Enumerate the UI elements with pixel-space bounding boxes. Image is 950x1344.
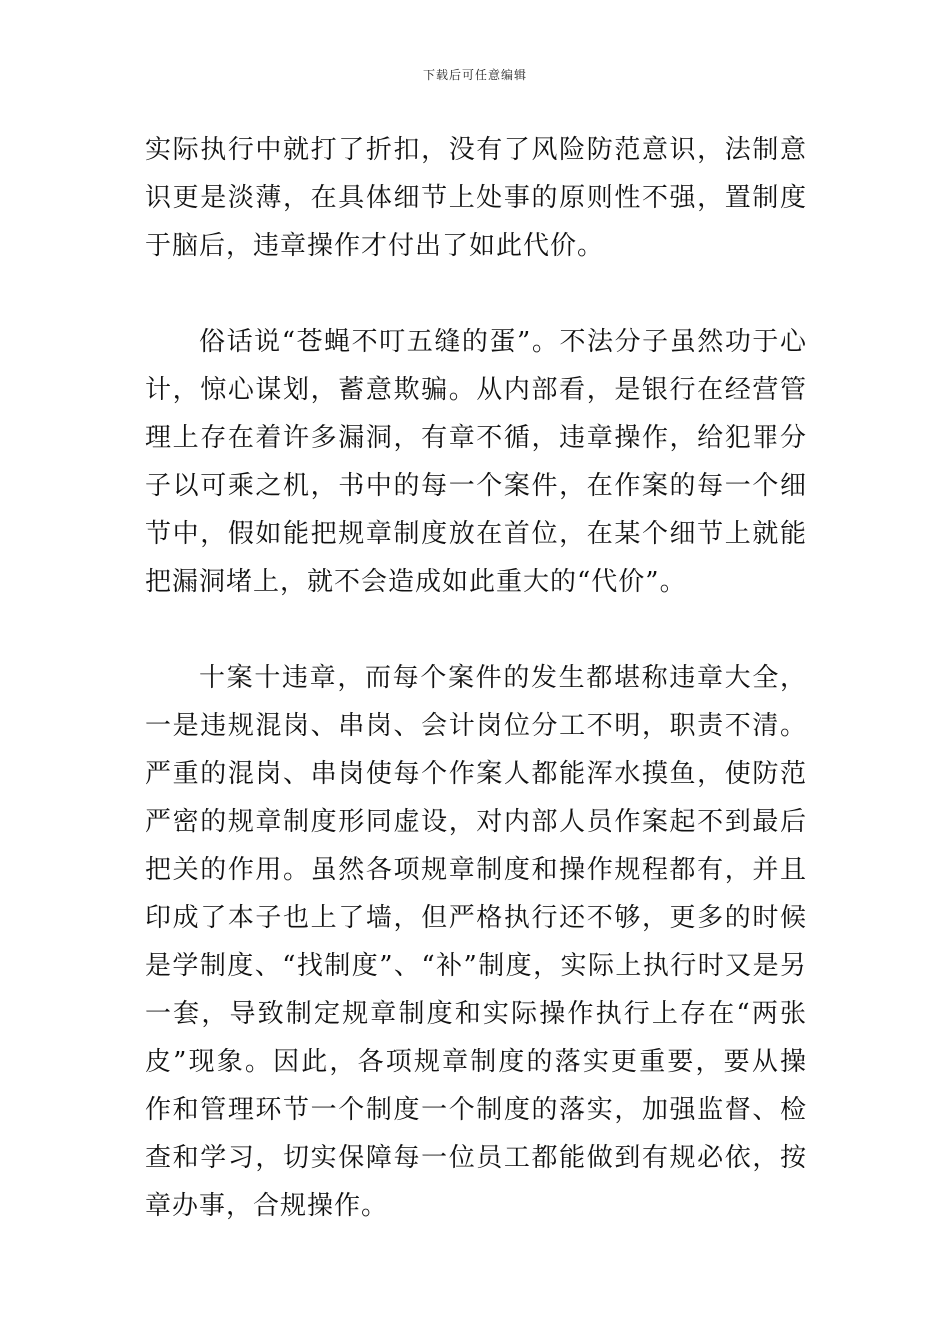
paragraph-3: 十案十违章，而每个案件的发生都堪称违章大全，一是违规混岗、串岗、会计岗位分工不明，职责不清。严重的混岗、串岗使每个作案人都能浑水摸鱼，使防范严密的规章制度形同虚设，对内部人员作案起不到最后把关的作用。虽然各项规章制度和操作规程都有，并且印成了本子也上了墙，但严格执行还不够，更多的时候是学制度、“找制度”、“补”制度，实际上执行时又是另一套，导致制定规章制度和实际操作执行上存在“两张皮”现象。因此，各项规章制度的落实更重要，要从操作和管理环节一个制度一个制度的落实，加强监督、检查和学习，切实保障每一位员工都能做到有规必依，按章办事，合规操作。: [145, 663, 807, 1221]
paragraph-1: 实际执行中就打了折扣，没有了风险防范意识，法制意识更是淡薄，在具体细节上处事的原则性不强，置制度于脑后，违章操作才付出了如此代价。: [145, 135, 807, 261]
header-note: 下载后可任意编辑: [422, 68, 527, 82]
document-body: [145, 126, 807, 1230]
paragraph-2: 俗话说“苍蝇不叮五缝的蛋”。不法分子虽然功于心计，惊心谋划，蓄意欺骗。从内部看，是银行在经营管理上存在着许多漏洞，有章不循，违章操作，给犯罪分子以可乘之机，书中的每一个案件，在作案的每一个细节中，假如能把规章制度放在首位，在某个细节上就能把漏洞堵上，就不会造成如此重大的“代价”。: [145, 327, 807, 597]
